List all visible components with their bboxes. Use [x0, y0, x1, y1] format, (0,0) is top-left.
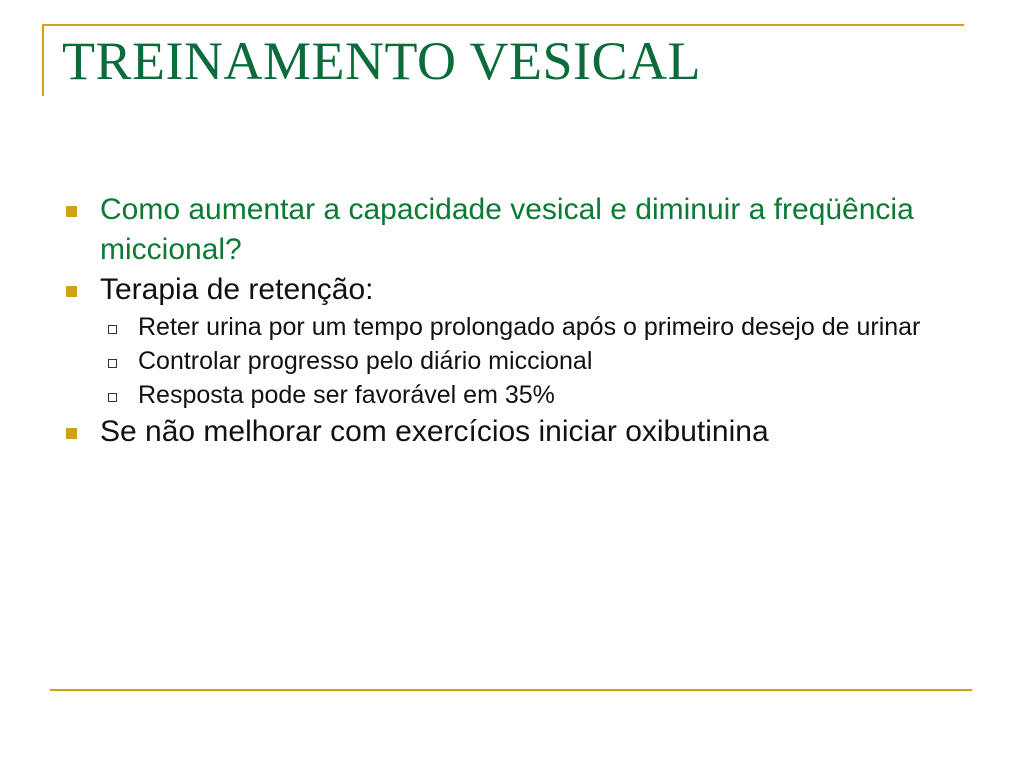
bullet-item [62, 270, 962, 310]
hollow-square-bullet-icon [108, 325, 117, 334]
hollow-square-bullet-icon [108, 393, 117, 402]
bullet-text: Como aumentar a capacidade vesical e diminuir a freqüência miccional? [100, 193, 914, 266]
bullet-list [62, 190, 962, 452]
bullet-text: Terapia de retenção: [100, 273, 374, 306]
left-border-line [42, 24, 44, 96]
hollow-square-bullet-icon [108, 359, 117, 368]
top-border-line [42, 24, 964, 26]
sub-bullet-item [62, 378, 962, 412]
sub-bullet-text: Reter urina por um tempo prolongado após o primeiro desejo de urinar [138, 313, 921, 341]
bullet-item [62, 190, 962, 270]
bullet-item [62, 412, 962, 452]
square-bullet-icon [66, 428, 77, 439]
square-bullet-icon [66, 286, 77, 297]
sub-bullet-text: Resposta pode ser favorável em 35% [138, 381, 555, 409]
bottom-border-line [50, 689, 972, 691]
sub-bullet-item [62, 344, 962, 378]
square-bullet-icon [66, 206, 77, 217]
sub-bullet-item [62, 310, 962, 344]
bullet-text: Se não melhorar com exercícios iniciar oxibutinina [100, 415, 769, 448]
sub-bullet-text: Controlar progresso pelo diário miccional [138, 347, 593, 375]
slide-title: TREINAMENTO VESICAL [62, 31, 701, 91]
